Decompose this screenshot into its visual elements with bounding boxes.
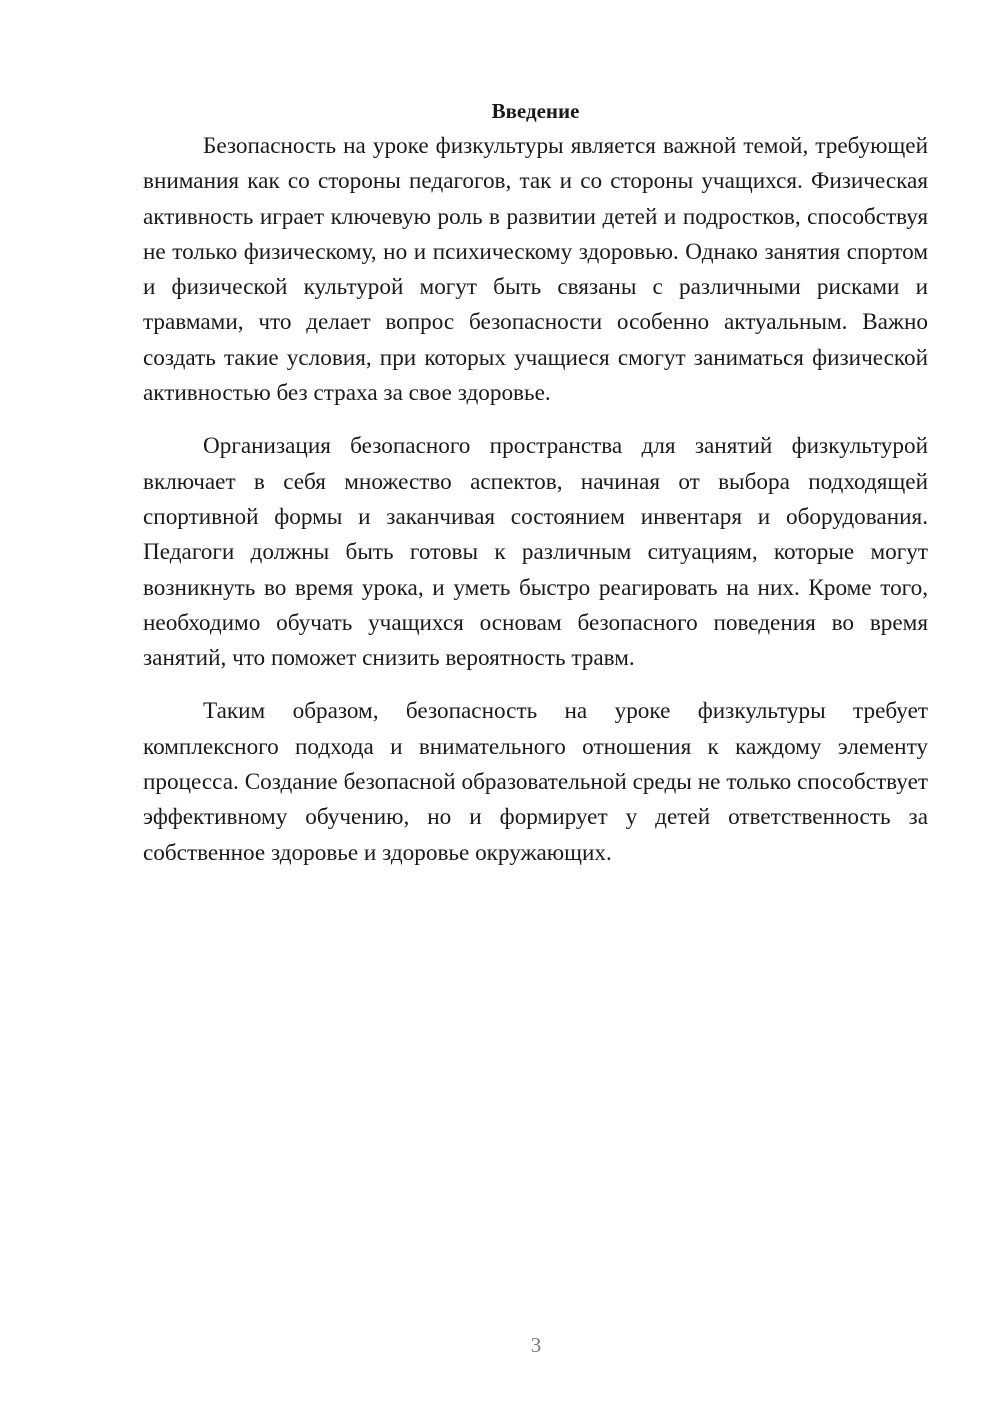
paragraph-2: Организация безопасного пространства для занятий физкультурой включает в себя множество аспектов, начиная от выбора подходящей спортивной формы и заканчивая состоянием инвентаря и оборудования. Педагоги должны быть готовы к различным ситуациям, которые могут возникнуть во время урока, и уметь быстро реагировать на них. Кроме того, необходимо обучать учащихся основам безопасного поведения во время занятий, что поможет снизить вероятность травм.: [143, 433, 928, 672]
page-content: [143, 96, 928, 871]
paragraph-3: Таким образом, безопасность на уроке физкультуры требует комплексного подхода и внимательного отношения к каждому элементу процесса. Создание безопасной образовательной среды не только способствует эффективному обучению, но и формирует у детей ответственность за собственное здоровье и здоровье окружающих.: [143, 698, 928, 866]
section-title: Введение: [491, 99, 580, 123]
page-number: 3: [530, 1333, 542, 1357]
paragraph-1: Безопасность на уроке физкультуры является важной темой, требующей внимания как со стороны педагогов, так и со стороны учащихся. Физическая активность играет ключевую роль в развитии детей и подростков, способствуя не только физическому, но и психическому здоровью. Однако занятия спортом и физической культурой могут быть связаны с различными рисками и травмами, что делает вопрос безопасности особенно актуальным. Важно создать такие условия, при которых учащиеся смогут заниматься физической активностью без страха за свое здоровье.: [143, 133, 928, 407]
